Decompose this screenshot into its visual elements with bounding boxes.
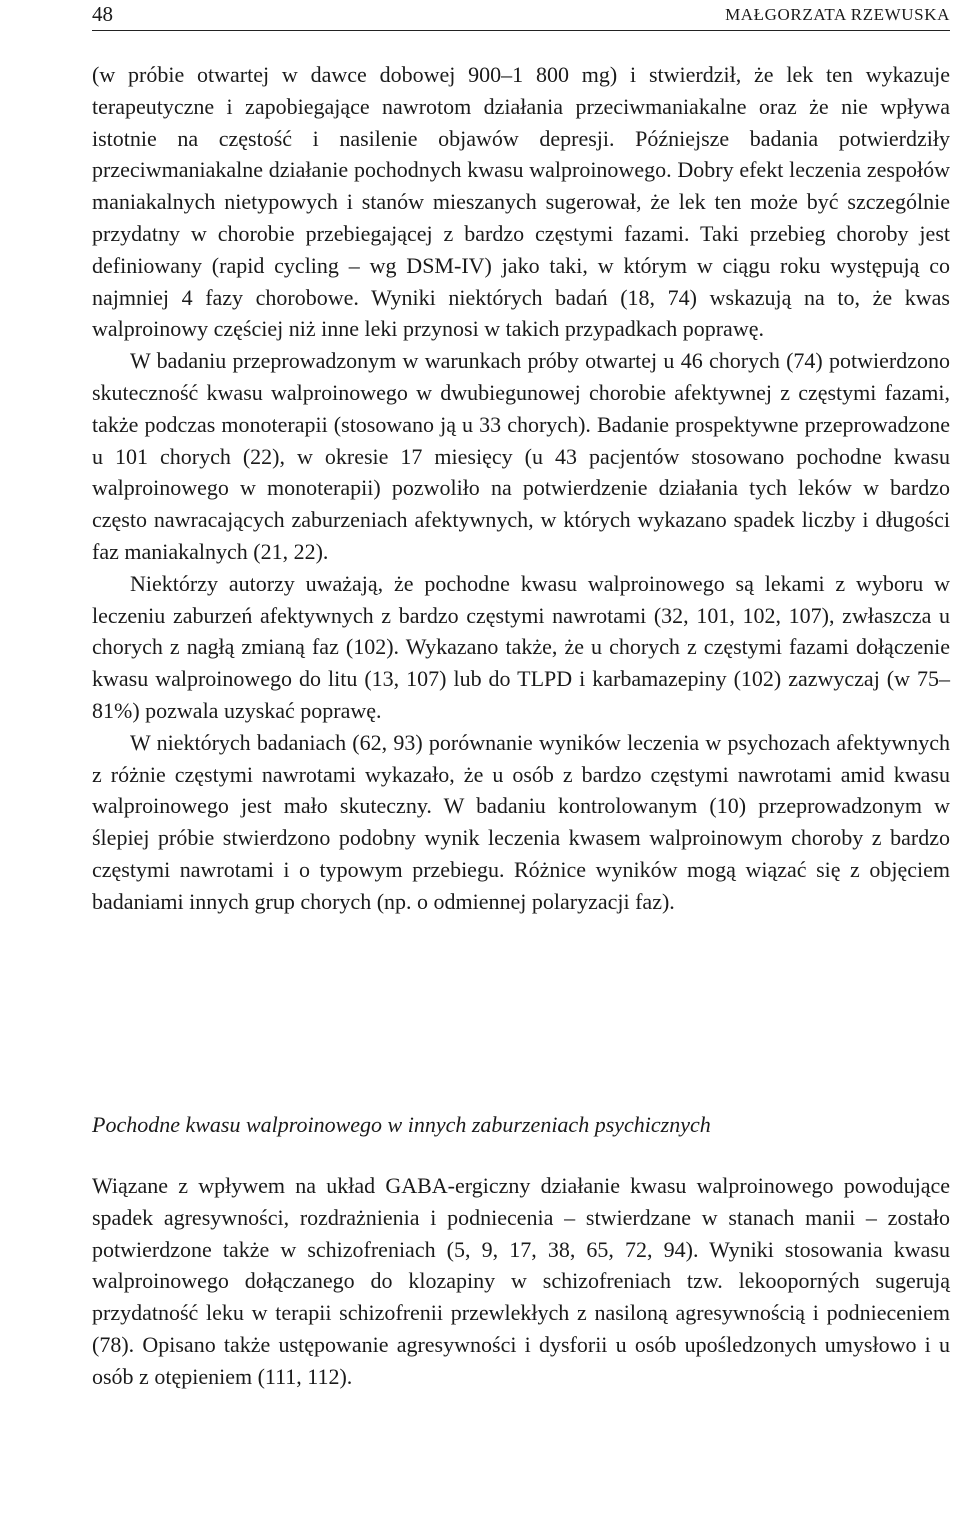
main-text <box>92 59 950 918</box>
section-heading: Pochodne kwasu walproinowego w innych zaburzeniach psychicznych <box>92 1112 711 1137</box>
paragraph: (w próbie otwartej w dawce dobowej 900–1 800 mg) i stwierdził, że lek ten wykazuje terapeutyczne i zapobiegające nawrotom działania przeciwmaniakalne oraz że nie wpływa istotnie na częstość i nasilenie objawów depresji. Późniejsze badania potwierdziły przeciwmaniakalne działanie pochodnych kwasu walproinowego. Dobry efekt leczenia zespołów maniakalnych nietypowych i stanów mieszanych sugerował, że lek ten może być szczególnie przydatny w chorobie przebiegającej z bardzo częstymi fazami. Taki przebieg choroby jest definiowany (rapid cycling – wg DSM-IV) jako taki, w którym w ciągu roku występują co najmniej 4 fazy chorobowe. Wyniki niektórych badań (18, 74) wskazują na to, że kwas walproinowy częściej niż inne leki przynosi w takich przypadkach poprawę. <box>92 62 950 342</box>
section-text <box>92 1170 950 1393</box>
paragraph: Niektórzy autorzy uważają, że pochodne kwasu walproinowego są lekami z wyboru w leczeniu zaburzeń afektywnych z bardzo częstymi nawrotami (32, 101, 102, 107), zwłaszcza u chorych z nagłą zmianą faz (102). Wykazano także, że u chorych z częstymi fazami dołączenie kwasu walproinowego do litu (13, 107) lub do TLPD i karbamazepiny (102) zazwyczaj (w 75–81%) pozwala uzyskać poprawę. <box>92 570 950 723</box>
paragraph: Wiązane z wpływem na układ GABA-ergiczny działanie kwasu walproinowego powodujące spadek agresywności, rozdrażnienia i podniecenia – stwierdzane w stanach manii – zostało potwierdzone także w schizofreniach (5, 9, 17, 38, 65, 72, 94). Wyniki stosowania kwasu walproinowego dołączanego do klozapiny w schizofreniach tzw. lekooporných sugerują przydatność leku w terapii schizofrenii przewlekłych z nasiloną agresywnością i podnieceniem (78). Opisano także ustępowanie agresywności i dysforii u osób upośledzonych umysłowo i u osób z otępieniem (111, 112). <box>92 1173 950 1389</box>
running-head: MAŁGORZATA RZEWUSKA <box>725 5 950 24</box>
paragraph: W niektórych badaniach (62, 93) porównanie wyników leczenia w psychozach afektywnych z różnie częstymi nawrotami wykazało, że u osób z bardzo częstymi nawrotami amid kwasu walproinowego jest mało skuteczny. W badaniu kontrolowanym (10) przeprowadzonym w ślepiej próbie stwierdzono podobny wynik leczenia kwasem walproinowym choroby z bardzo częstymi nawrotami i o typowym przebiegu. Różnice wyników mogą wiązać się z objęciem badaniami innych grup chorych (np. o odmiennej polaryzacji faz). <box>92 729 950 914</box>
page-number: 48 <box>92 2 113 26</box>
page-header <box>92 0 950 31</box>
paragraph: W badaniu przeprowadzonym w warunkach próby otwartej u 46 chorych (74) potwierdzono skuteczność kwasu walproinowego w dwubiegunowej chorobie afektywnej z częstymi fazami, także podczas monoterapii (stosowano ją u 33 chorych). Badanie prospektywne przeprowadzone u 101 chorych (22), w okresie 17 miesięcy (u 43 pacjentów stosowano pochodne kwasu walproinowego w monoterapii) pozwoliło na potwierdzenie działania tych leków w bardzo często nawracających zaburzeniach afektywnych, w których wykazano spadek liczby i długości faz maniakalnych (21, 22). <box>92 348 950 564</box>
